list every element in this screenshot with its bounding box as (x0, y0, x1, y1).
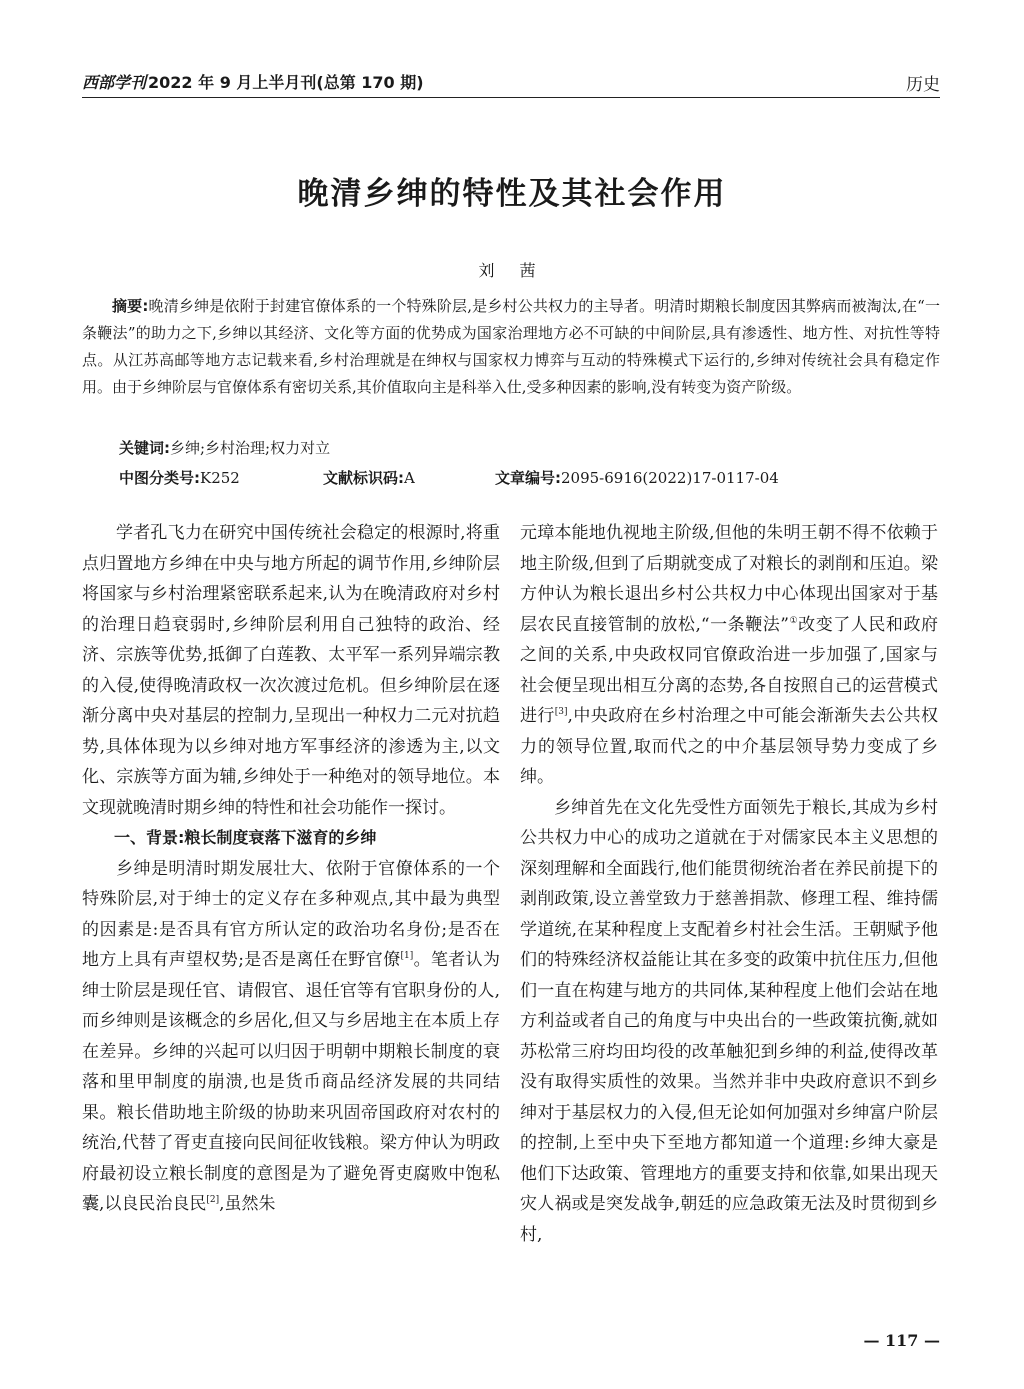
page-number: — 117 — (863, 1331, 940, 1350)
doc-code (323, 467, 415, 488)
doc-value: A (404, 469, 415, 487)
left-column (82, 518, 500, 1220)
paragraph (82, 854, 500, 1220)
article-number (495, 467, 779, 488)
header-rule (82, 97, 940, 98)
journal-issue (82, 70, 424, 93)
article-number-label: 文章编号: (495, 469, 561, 487)
citation[interactable]: [3] (554, 707, 568, 717)
text-run: 乡绅是明清时期发展壮大、依附于官僚体系的一个特殊阶层,对于绅士的定义存在多种观点,其中最为典型的因素是:是否具有官方所认定的政治功名身份;是否在地方上具有声望权势;是否是离任在野官僚 (82, 858, 500, 970)
issue-text: 2022 年 9 月上半月刊(总第 170 期) (148, 73, 424, 92)
keywords-label: 关键词: (119, 439, 170, 457)
author-name: 刘 茜 (478, 261, 546, 280)
paragraph: 乡绅首先在文化先受性方面领先于粮长,其成为乡村公共权力中心的成功之道就在于对儒家民本主义思想的深刻理解和全面践行,他们能贯彻统治者在养民前提下的剥削政策,设立善堂致力于慈善捐款、修理工程、维持儒学道统,在某种程度上支配着乡村社会生活。王朝赋予他们的特殊经济权益能让其在多变的政策中抗住压力,但他们一直在构建与地方的共同体,某种程度上他们会站在地方利益或者自己的角度与中央出台的一些政策抗衡,就如苏松常三府均田均役的改革触犯到乡绅的利益,使得改革没有取得实质性的效果。当然并非中央政府意识不到乡绅对于基层权力的入侵,但无论如何加强对乡绅富户阶层的控制,上至中央下至地方都知道一个道理:乡绅大豪是他们下达政策、管理地方的重要支持和依靠,如果出现天灾人祸或是突发战争,朝廷的应急政策无法及时贯彻到乡村, (520, 797, 938, 1245)
keywords-text: 乡绅;乡村治理;权力对立 (170, 439, 331, 457)
text-run: 。笔者认为绅士阶层是现任官、请假官、退任官等有官职身份的人,而乡绅则是该概念的乡居化,但又与乡居地主在本质上存在差异。乡绅的兴起可以归因于明朝中期粮长制度的衰落和里甲制度的崩溃,也是货币商品经济发展的共同结果。粮长借助地主阶级的协助来巩固帝国政府对农村的统治,代替了胥吏直接向民间征收钱粮。梁方仲认为明政府最初设立粮长制度的意图是为了避免胥吏腐败中饱私囊,以良民治良民 (82, 950, 500, 1214)
section-heading: 一、背景:粮长制度衰落下滋育的乡绅 (114, 828, 377, 847)
abstract (82, 293, 940, 401)
abstract-label: 摘要: (112, 297, 149, 315)
running-header (82, 70, 940, 96)
article-number-value: 2095-6916(2022)17-0117-04 (561, 469, 779, 487)
footnote-marker[interactable]: ① (789, 615, 799, 626)
citation[interactable]: [2] (206, 1195, 220, 1205)
text-run: 元璋本能地仇视地主阶级,但他的朱明王朝不得不依赖于地主阶级,但到了后期就变成了对粮长的剥削和压迫。梁方仲认为粮长退出乡村公共权力中心体现出国家对于基层农民直接管制的放松,“一条鞭法” (520, 523, 938, 635)
journal-logo: 西部学刊 (82, 73, 147, 92)
paragraph (520, 518, 938, 793)
section-label: 历史 (906, 75, 940, 95)
clc-value: K252 (200, 469, 240, 487)
citation[interactable]: [1] (400, 951, 414, 961)
abstract-text: 晚清乡绅是依附于封建官僚体系的一个特殊阶层,是乡村公共权力的主导者。明清时期粮长制度因其弊病而被淘汰,在“一条鞭法”的助力之下,乡绅以其经济、文化等方面的优势成为国家治理地方必不可缺的中间阶层,具有渗透性、地方性、对抗性等特点。从江苏高邮等地方志记载来看,乡村治理就是在绅权与国家权力博弈与互动的特殊模式下运行的,乡绅对传统社会具有稳定作用。由于乡绅阶层与官僚体系有密切关系,其价值取向主是科举入仕,受多种因素的影响,没有转变为资产阶级。 (82, 297, 941, 396)
doc-label: 文献标识码: (323, 469, 404, 487)
paragraph: 学者孔飞力在研究中国传统社会稳定的根源时,将重点归置地方乡绅在中央与地方所起的调节作用,乡绅阶层将国家与乡村治理紧密联系起来,认为在晚清政府对乡村的治理日趋衰弱时,乡绅阶层利用自己独特的政治、经济、宗族等优势,抵御了白莲教、太平军一系列异端宗教的入侵,使得晚清政权一次次渡过危机。但乡绅阶层在逐渐分离中央对基层的控制力,呈现出一种权力二元对抗趋势,具体体现为以乡绅对地方军事经济的渗透为主,以文化、宗族等方面为辅,乡绅处于一种绝对的领导地位。本文现就晚清时期乡绅的特性和社会功能作一探讨。 (82, 523, 500, 818)
clc-label: 中图分类号: (119, 469, 200, 487)
right-column (520, 518, 938, 1250)
article-title: 晚清乡绅的特性及其社会作用 (297, 176, 727, 212)
text-run: ,中央政府在乡村治理之中可能会渐渐失去公共权力的领导位置,取而代之的中介基层领导势力变成了乡绅。 (520, 706, 939, 787)
keywords (119, 437, 330, 458)
text-run: 改变了人民和政府之间的关系,中央政权同官僚政治进一步加强了,国家与社会便呈现出相互分离的态势,各自按照自己的运营模式进行 (520, 614, 938, 726)
clc-code (119, 467, 240, 488)
text-run: ,虽然朱 (219, 1194, 276, 1214)
